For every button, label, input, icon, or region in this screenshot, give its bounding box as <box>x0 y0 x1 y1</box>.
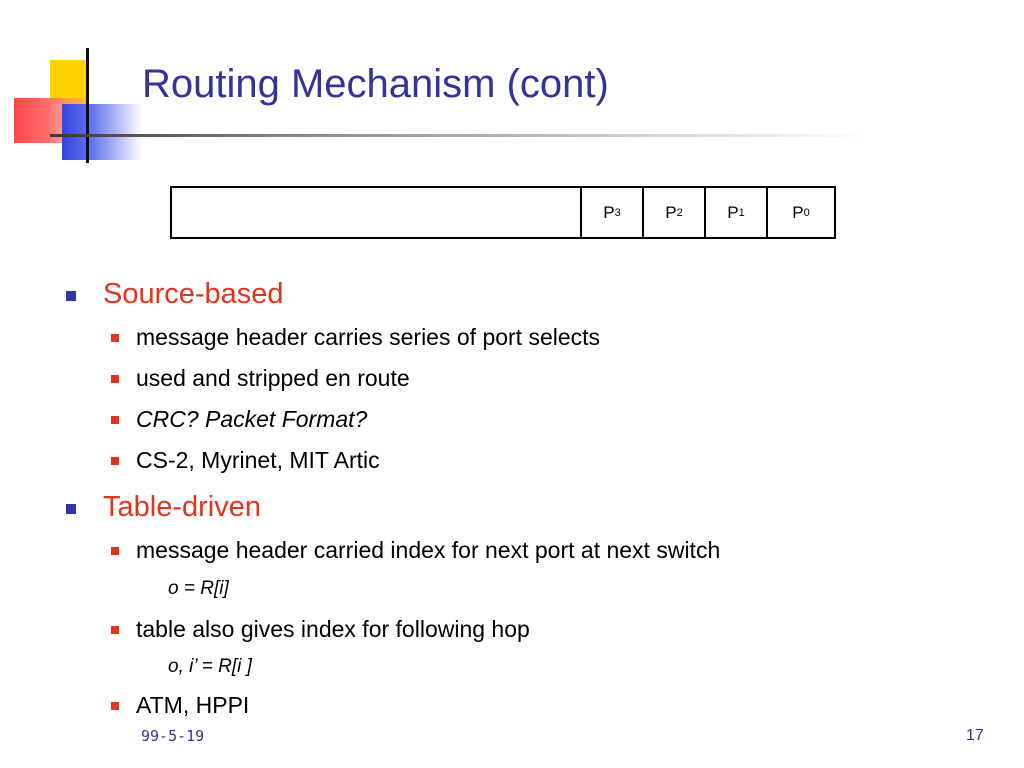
page-number: 17 <box>966 727 984 744</box>
sub-bullet-text: message header carries series of port selects <box>136 324 601 350</box>
footer-date: 99-5-19 <box>141 727 205 745</box>
square-bullet-icon <box>66 504 76 514</box>
sub-bullet-text: used and stripped en route <box>136 365 410 391</box>
formula-text: o, i’ = R[i ] <box>168 656 252 677</box>
square-bullet-icon <box>66 291 76 301</box>
square-bullet-icon <box>111 702 119 710</box>
sub-bullet-text: message header carried index for next port at next switch <box>136 537 721 563</box>
sub-bullet-text: CS-2, Myrinet, MIT Artic <box>136 447 380 473</box>
port-subscript: 1 <box>738 206 745 219</box>
square-bullet-icon <box>111 334 119 342</box>
formula-text: o = R[i] <box>168 578 229 599</box>
bullet-text: Table-driven <box>103 491 261 523</box>
sub-bullet-text: CRC? Packet Format? <box>136 406 368 432</box>
slide-title: Routing Mechanism (cont) <box>142 62 609 106</box>
port-subscript: 2 <box>676 206 683 219</box>
square-bullet-icon <box>111 375 119 383</box>
port-subscript: 0 <box>803 206 810 219</box>
port-label: P <box>665 202 677 222</box>
port-subscript: 3 <box>614 206 621 219</box>
square-bullet-icon <box>111 416 119 424</box>
port-label: P <box>792 202 804 222</box>
bullet-text: Source-based <box>103 278 284 310</box>
square-bullet-icon <box>111 547 119 555</box>
port-label: P <box>603 202 615 222</box>
port-label: P <box>727 202 739 222</box>
square-bullet-icon <box>111 457 119 465</box>
square-bullet-icon <box>111 626 119 634</box>
sub-bullet-text: table also gives index for following hop <box>136 616 530 642</box>
sub-bullet-text: ATM, HPPI <box>136 692 250 718</box>
